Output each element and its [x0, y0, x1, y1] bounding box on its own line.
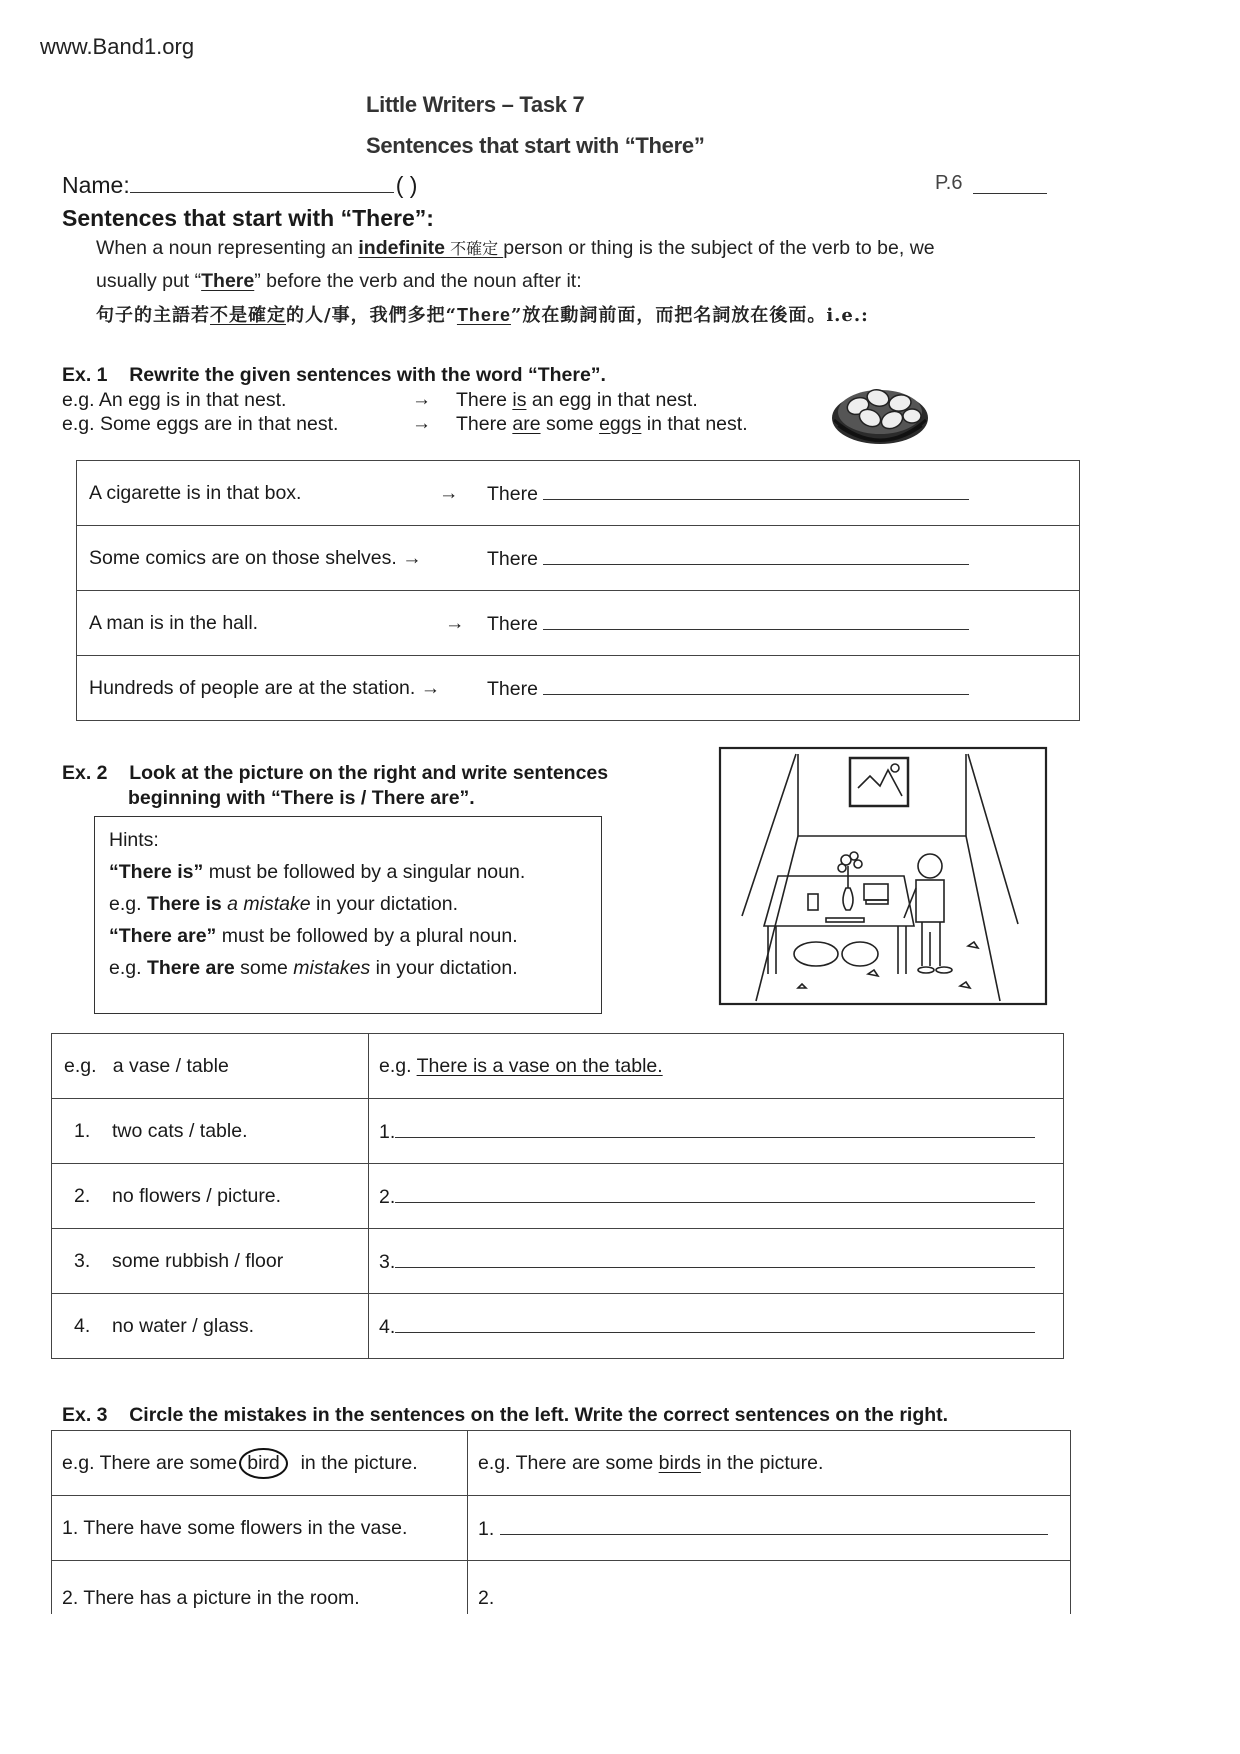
- answer-prefix: There: [487, 547, 538, 570]
- class-number-field[interactable]: ( ): [395, 172, 418, 198]
- ex1-sentence: Some comics are on those shelves.: [89, 546, 397, 569]
- intro-text: When a noun representing an: [96, 237, 359, 259]
- eg-verb: are: [512, 413, 541, 435]
- example-answer: There is a vase on the table.: [416, 1054, 663, 1077]
- nest-icon: [828, 368, 932, 450]
- row-number: 1.: [74, 1119, 91, 1142]
- answer-field[interactable]: [543, 611, 969, 630]
- answer-field[interactable]: [500, 1516, 1048, 1535]
- cue-text: no water / glass.: [112, 1314, 254, 1337]
- table-row: [52, 1561, 1071, 1615]
- hint-keyword: “There is”: [109, 861, 204, 883]
- answer-number: 1.: [379, 1120, 396, 1143]
- table-row: [77, 591, 1080, 656]
- section-heading: Sentences that start with “There”:: [62, 205, 434, 231]
- ex1-example-right: [456, 389, 698, 412]
- example-text: e.g. There are some: [478, 1451, 659, 1474]
- example-text: in the picture.: [289, 1451, 418, 1474]
- answer-field[interactable]: [395, 1184, 1035, 1203]
- table-row: [52, 1496, 1071, 1561]
- intro-chinese-keyword: 不確定: [445, 239, 504, 258]
- intro-text: ”放在動詞前面，而把名詞放在後面。i.e.:: [510, 305, 869, 326]
- intro-text: usually put “: [96, 270, 202, 292]
- row-number: 2.: [74, 1184, 91, 1207]
- answer-prefix: e.g.: [379, 1054, 417, 1077]
- arrow-icon: →: [439, 481, 459, 504]
- arrow-icon: →: [445, 611, 465, 634]
- ex2-table: [51, 1033, 1064, 1359]
- arrow-icon: →: [412, 413, 431, 434]
- intro-keyword: 不是確定: [210, 305, 286, 326]
- intro-line-1: [96, 236, 935, 260]
- hint-keyword: “There are”: [109, 925, 217, 947]
- ex3-heading: Ex. 3 Circle the mistakes in the sentences on the left. Write the correct sentences on the right.: [62, 1404, 949, 1426]
- worksheet-subtitle: Sentences that start with “There”: [366, 133, 705, 158]
- ex1-sentence: A cigarette is in that box.: [89, 481, 302, 504]
- hints-title: Hints:: [109, 829, 159, 851]
- cue-text: two cats / table.: [112, 1119, 248, 1142]
- ex1-example-left: e.g. An egg is in that nest.: [62, 389, 287, 411]
- ex1-sentence: Hundreds of people are at the station.: [89, 676, 416, 699]
- hint-keyword: There is: [146, 893, 222, 915]
- class-field[interactable]: [973, 193, 1047, 194]
- intro-keyword: indefinite: [358, 237, 446, 259]
- eg-text: in that nest.: [641, 413, 748, 435]
- hint-example: [109, 893, 458, 916]
- answer-field[interactable]: [543, 676, 969, 695]
- ex2-heading-cont: beginning with “There is / There are”.: [128, 787, 475, 809]
- intro-text: 的人/事，我們多把“: [286, 305, 457, 326]
- site-url: www.Band1.org: [40, 34, 195, 59]
- ex1-sentence: A man is in the hall.: [89, 611, 259, 634]
- example-text: e.g. There are some: [62, 1451, 238, 1474]
- ex1-table: [76, 460, 1080, 721]
- answer-field[interactable]: [395, 1314, 1035, 1333]
- answer-prefix: There: [487, 612, 538, 635]
- name-field[interactable]: [130, 172, 394, 193]
- answer-number: 3.: [379, 1250, 396, 1273]
- table-row: [77, 656, 1080, 721]
- name-row: [62, 172, 417, 199]
- ex3-table: [51, 1430, 1071, 1614]
- eg-verb: is: [512, 389, 527, 411]
- answer-number: 1.: [478, 1517, 495, 1540]
- hint-line: [109, 861, 525, 884]
- table-row: [52, 1099, 1064, 1164]
- eg-text: There: [456, 389, 513, 411]
- arrow-icon: →: [420, 676, 441, 699]
- ex1-example-left: e.g. Some eggs are in that nest.: [62, 413, 339, 435]
- ex2-heading: Ex. 2 Look at the picture on the right and write sentences: [62, 762, 609, 784]
- cue-text: no flowers / picture.: [112, 1184, 282, 1207]
- table-row: [52, 1229, 1064, 1294]
- answer-prefix: There: [487, 677, 538, 700]
- corrected-word: birds: [658, 1451, 701, 1474]
- table-row: [52, 1164, 1064, 1229]
- table-row: [77, 461, 1080, 526]
- intro-text: person or thing is the subject of the verb to be, we: [503, 237, 935, 259]
- answer-field[interactable]: [543, 481, 969, 500]
- intro-line-2: [96, 270, 582, 293]
- intro-text: 句子的主語若: [96, 305, 210, 326]
- circled-mistake: bird: [239, 1448, 288, 1479]
- hint-line: [109, 925, 518, 948]
- hint-noun: mistakes: [293, 957, 371, 979]
- answer-field[interactable]: [395, 1249, 1035, 1268]
- row-number: e.g.: [64, 1054, 97, 1077]
- name-label: Name:: [62, 172, 130, 198]
- hint-keyword: There are: [146, 957, 235, 979]
- mistake-sentence: 1. There have some flowers in the vase.: [62, 1516, 408, 1539]
- intro-line-chinese: [96, 301, 869, 327]
- eg-text: an egg in that nest.: [526, 389, 698, 411]
- eg-noun: eggs: [599, 413, 642, 435]
- answer-number: 4.: [379, 1315, 396, 1338]
- answer-field[interactable]: [395, 1119, 1035, 1138]
- class-label: P.6: [935, 172, 963, 194]
- intro-text: ” before the verb and the noun after it:: [254, 270, 582, 292]
- answer-number: 2.: [478, 1587, 495, 1609]
- eg-text: some: [540, 413, 600, 435]
- table-row: [52, 1431, 1071, 1496]
- hint-noun: a mistake: [221, 893, 311, 915]
- hint-text: must be followed by a singular noun.: [203, 861, 526, 883]
- arrow-icon: →: [402, 546, 422, 569]
- hint-text: e.g.: [109, 893, 147, 915]
- table-row: [77, 526, 1080, 591]
- hint-example: [109, 957, 518, 980]
- table-row: [52, 1034, 1064, 1099]
- hint-text: must be followed by a plural noun.: [216, 925, 518, 947]
- answer-prefix: There: [487, 482, 538, 505]
- hint-text: some: [234, 957, 294, 979]
- eg-text: There: [456, 413, 513, 435]
- ex1-heading: Ex. 1 Rewrite the given sentences with the word “There”.: [62, 364, 606, 386]
- cue-text: some rubbish / floor: [112, 1249, 284, 1272]
- example-text: in the picture.: [700, 1451, 824, 1474]
- hint-text: e.g.: [109, 957, 147, 979]
- row-number: 3.: [74, 1249, 91, 1272]
- answer-field[interactable]: [543, 546, 969, 565]
- arrow-icon: →: [412, 389, 431, 410]
- intro-keyword: There: [201, 270, 255, 292]
- row-number: 4.: [74, 1314, 91, 1337]
- mistake-sentence: 2. There has a picture in the room.: [62, 1587, 360, 1609]
- ex1-example-right: [456, 413, 748, 436]
- cue-text: a vase / table: [112, 1054, 229, 1077]
- hint-text: in your dictation.: [310, 893, 459, 915]
- hint-text: in your dictation.: [370, 957, 518, 979]
- room-picture-icon: [718, 746, 1048, 1006]
- hints-box: [94, 816, 602, 1014]
- intro-keyword: There: [456, 305, 511, 325]
- worksheet-title: Little Writers – Task 7: [366, 92, 585, 117]
- answer-number: 2.: [379, 1185, 396, 1208]
- table-row: [52, 1294, 1064, 1359]
